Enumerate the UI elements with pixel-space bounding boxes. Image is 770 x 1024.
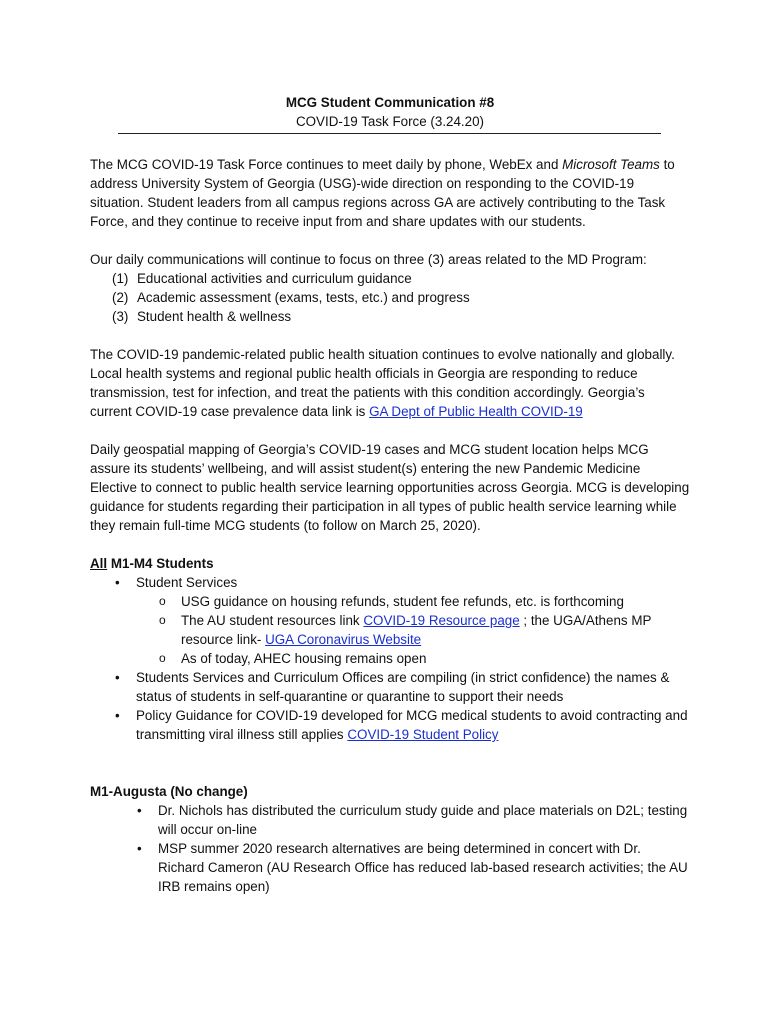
intro-paragraph: The MCG COVID-19 Task Force continues to meet daily by phone, WebEx and Microsoft Teams to address University System of Georgia (USG)-wide direction on responding to the COVID-19 situation. Student leaders from all campus regions across GA are actively contributing to the Task Force, and they continue to receive input from and share updates with our students. <box>90 157 675 229</box>
list-item: • Policy Guidance for COVID-19 developed for MCG medical students to avoid contracting and transmitting viral illness still applies COVID-19 Student Policy <box>90 706 690 744</box>
focus-lead: Our daily communications will continue to focus on three (3) areas related to the MD Program: <box>90 252 647 267</box>
sub-list-item: o USG guidance on housing refunds, student fee refunds, etc. is forthcoming <box>90 592 690 611</box>
list-item: • Students Services and Curriculum Offices are compiling (in strict confidence) the names & status of students in self-quarantine or quarantine to support their needs <box>90 668 690 706</box>
list-item: • MSP summer 2020 research alternatives are being determined in concert with Dr. Richard Cameron (AU Research Office has reduced lab-based research activities; the AU IRB remains open) <box>90 839 690 896</box>
document-body <box>90 93 690 896</box>
list-item: • Dr. Nichols has distributed the curriculum study guide and place materials on D2L; testing will occur on-line <box>90 801 690 839</box>
focus-item: (1) Educational activities and curriculum guidance <box>112 271 412 286</box>
all-students-list <box>90 573 690 744</box>
m1-augusta-list <box>90 801 690 896</box>
all-students-heading: All M1-M4 Students <box>90 556 214 571</box>
list-item: • Student Services <box>90 573 690 592</box>
document-title: MCG Student Communication #8 <box>285 95 495 110</box>
covid-student-policy-link[interactable]: COVID-19 Student Policy <box>347 727 499 742</box>
ga-dph-covid-link[interactable]: GA Dept of Public Health COVID-19 <box>369 404 583 419</box>
sub-list-item: o The AU student resources link COVID-19 Resource page ; the UGA/Athens MP resource link- UGA Coronavirus Website <box>90 611 690 649</box>
m1-augusta-heading: M1-Augusta (No change) <box>90 784 248 799</box>
focus-item: (3) Student health & wellness <box>112 309 292 324</box>
mapping-paragraph: Daily geospatial mapping of Georgia’s COVID-19 cases and MCG student location helps MCG assure its students’ wellbeing, and will assist student(s) entering the new Pandemic Medicine Elective to connect to public health service learning opportunities across Georgia. MCG is developing guidance for students regarding their participation in all types of public health service learning while they remain full-time MCG students (to follow on March 25, 2020). <box>90 442 690 533</box>
uga-coronavirus-website-link[interactable]: UGA Coronavirus Website <box>265 632 422 647</box>
focus-item: (2) Academic assessment (exams, tests, etc.) and progress <box>112 290 470 305</box>
pandemic-paragraph: The COVID-19 pandemic-related public health situation continues to evolve nationally and globally. Local health systems and regional public health officials in Georgia are responding to reduce transmission, test for infection, and treat the patients with this condition accordingly. Georgia’s current COVID-19 case prevalence data link is GA Dept of Public Health COVID-19 <box>90 347 675 419</box>
sub-list-item: o As of today, AHEC housing remains open <box>90 649 690 668</box>
document-subtitle: COVID-19 Task Force (3.24.20) <box>295 114 485 129</box>
microsoft-teams-text: Microsoft Teams <box>562 157 660 172</box>
covid-resource-page-link[interactable]: COVID-19 Resource page <box>363 613 520 628</box>
